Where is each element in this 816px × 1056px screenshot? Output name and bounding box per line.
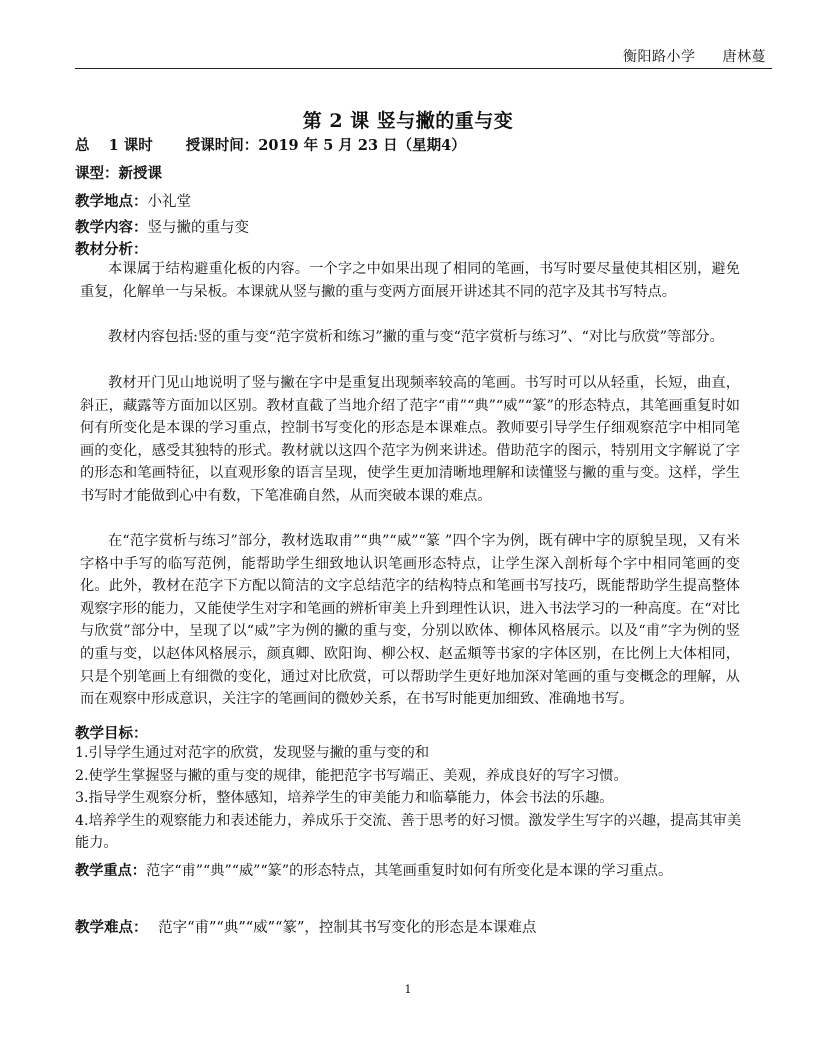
difficulty-value: 范字“甫”“典”“威”“篆”，控制其书写变化的形态是本课难点 [158,920,537,936]
course-type-label: 课型： [75,165,119,182]
location-label: 教学地点： [75,193,148,210]
hours-label: 总 [75,137,90,154]
analysis-label: 教材分析： [75,241,148,258]
header-teacher: 唐林蔓 [722,49,766,65]
goals-label: 教学目标： [75,725,148,742]
lesson-info-line [75,134,466,155]
goal-item-3: 3.指导学生观察分析，整体感知，培养学生的审美能力和临摹能力，体会书法的乐趣。 [75,790,614,807]
location-line [75,190,191,211]
goals-list [75,742,745,855]
header-school: 衡阳路小学 [623,49,696,65]
content-line [75,216,249,237]
difficulty-label: 教学难点： [75,919,148,936]
page-number: 1 [404,983,412,996]
location-value: 小礼堂 [147,194,191,210]
analysis-paragraph-1: 本课属于结构避重化板的内容。一个字之中如果出现了相同的笔画，书写时要尽量使其相区别，避免重复，化解单一与呆板。本课就从竖与撇的重与变两方面展开讲述其不同的范字及其书写特点。 [80,261,740,300]
page-header [601,46,766,66]
content-value: 竖与撇的重与变 [147,220,249,236]
time-label: 授课时间： [185,137,259,154]
analysis-paragraph-3: 教材开门见山地说明了竖与撇在字中是重复出现频率较高的笔画。书写时可以从轻重，长短，曲直，斜正，藏露等方面加以区别。教材直截了当地介绍了范字“甫”“典”“威”“篆”的形态特点，其笔画重复时如何有所变化是本课的学习重点，控制书写变化的形态是本课难点。教师要引导学生仔细观察范字中相同笔画的变化，感受其独特的形式。教材就以这四个范字为例来讲述。借助范字的图示，特别用文字解说了字的形态和笔画特征，以直观形象的语言呈现，使学生更加清晰地理解和读懂竖与撇的重与变。这样，学生书写时才能做到心中有数，下笔准确自然，从而突破本课的难点。 [80,375,740,504]
course-type-line [75,162,162,183]
goal-item-1: 1.引导学生通过对范字的欣赏，发现竖与撇的重与变的和 [75,745,430,761]
key-point-value: 范字“甫”“典”“威”“篆”的形态特点，其笔画重复时如何有所变化是本课的学习重点。 [145,863,673,879]
difficulty-line [75,916,536,937]
goal-item-4: 4.培养学生的观察能力和表述能力，养成乐于交流、善于思考的好习惯。激发学生写字的兴趣，提高其审美能力。 [75,812,742,852]
key-point-label: 教学重点： [75,863,146,879]
goal-item-2: 2.使学生掌握竖与撇的重与变的规律，能把范字书写端正、美观，养成良好的写字习惯。 [75,767,628,784]
analysis-paragraph-2: 教材内容包括:竖的重与变“范字赏析和练习”撇的重与变“范字赏析与练习”、“对比与欣赏”等部分。 [108,329,724,345]
course-type-value: 新授课 [118,165,162,182]
content-label: 教学内容： [75,219,148,236]
analysis-paragraph-4: 在“范字赏析与练习”部分，教材选取甫”“典”“威”“篆 ”四个字为例，既有碑中字的原貌呈现，又有米字格中手写的临写范例，能帮助学生细致地认识笔画形态特点，让学生深入剖析每个字中相同笔画的变化。此外，教材在范字下方配以简洁的文字总结范字的结构特点和笔画书写技巧，既能帮助学生提高整体观察字形的能力，又能使学生对字和笔画的辨析审美上升到理性认识，进入书法学习的一种高度。在“对比与欣赏”部分中，呈现了以“威”字为例的撇的重与变，分别以欧体、柳体风格展示。以及“甫”字为例的竖的重与变，以赵体风格展示，颜真卿、欧阳询、柳公权、赵孟頫等书家的字体区别，在比例上大体相同，只是个别笔画上有细微的变化，通过对比欣赏，可以帮助学生更好地加深对笔画的重与变概念的理解，从而在观察中形成意识，关注字的笔画间的微妙关系，在书写时能更加细致、准确地书写。 [80,533,740,708]
key-point-block [75,860,745,883]
hours-value: 1 课时 [108,137,153,154]
time-value: 2019 年 5 月 23 日（星期4） [258,137,466,154]
lesson-title: 第 2 课 竖与撇的重与变 [302,110,514,132]
header-divider [75,68,772,69]
